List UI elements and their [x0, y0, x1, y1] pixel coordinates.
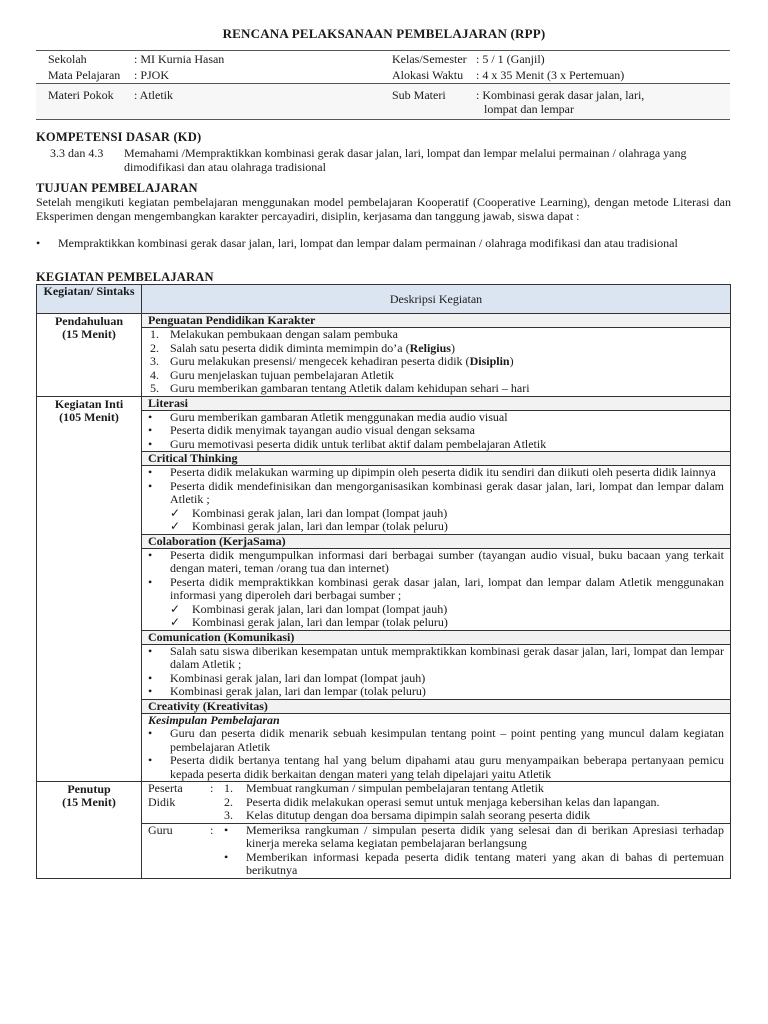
checkmark-icon: ✓ — [170, 601, 181, 616]
sekolah-label: Sekolah — [36, 51, 134, 68]
mapel-value: : PJOK — [134, 68, 170, 82]
alokasi-value: : 4 x 35 Menit (3 x Pertemuan) — [476, 68, 625, 82]
list-item: 1. Melakukan pembukaan dengan salam pembuka — [150, 327, 398, 341]
kelas-value: : 5 / 1 (Ganjil) — [476, 51, 730, 68]
checkmark-icon: ✓ — [170, 505, 181, 520]
bullet-icon: • — [36, 236, 41, 250]
submateri-value: : Kombinasi gerak dasar jalan, lari, lompat dan lempar — [476, 84, 730, 120]
list-item: 3. Kelas ditutup dengan doa bersama dipimpin salah seorang peserta didik — [224, 808, 591, 822]
bullet-icon: • — [148, 574, 153, 589]
bullet-icon: • — [148, 478, 153, 493]
tujuan-text: Setelah mengikuti kegiatan pembelajaran menggunakan model pembelajaran Kooperatif (Cooperative Learning), dengan metode Literasi dan Eksperimen dengan mengembangkan karakter percayadiri, disiplin, kerjasama dan tanggung jawab, siswa dapat : — [36, 195, 731, 223]
list-item: • Peserta didik mengumpulkan informasi dari berbagai sumber (tayangan audio visual, buku bacaan yang terkait dengan materi, teman /orang tua dan internet) — [148, 547, 724, 575]
sub-ppk: Penguatan Pendidikan Karakter — [142, 314, 731, 328]
list-item: • Peserta didik menyimak tayangan audio visual dengan seksama — [148, 423, 475, 437]
sub-literasi: Literasi — [142, 396, 731, 410]
list-item: • Peserta didik melakukan warming up dipimpin oleh peserta didik itu sendiri dan diikuti oleh peserta didik lainnya — [148, 465, 716, 479]
list-item: 3. Guru melakukan presensi/ mengecek kehadiran peserta didik (Disiplin) — [150, 354, 514, 368]
rpp-page: RENCANA PELAKSANAAN PEMBELAJARAN (RPP) Sekolah : MI Kurnia Hasan Kelas/Semester : 5 / 1 (Ganjil) Mata Pelajaran : PJOK Alokasi Waktu : 4 x 35 Menit (3 x Pertemuan) Materi Pokok : Atletik Sub Materi : Kombinasi gerak dasar jalan, lari, lompat dan lempar KOMPETENSI DASAR (KD) 3.3 dan 4.3 Memahami /Mempraktikkan kombinasi gerak dasar jalan, lari, lompat dan lempar melalui permainan / olahraga yang dimodifikasi dan atau olahraga tradisional TUJUAN PEMBELAJARAN Setelah mengikuti kegiatan pembelajaran menggunakan model pembelajaran Kooperatif (Cooperative Learning), dengan metode Literasi dan Eksperimen dengan mengembangkan karakter percayadiri, disiplin, kerjasama dan tanggung jawab, siswa dapat : • Mempraktikkan kombinasi gerak dasar jalan, lari, lompat dan lempar dalam permainan / olahraga modifikasi dan atau tradisional KEGIATAN PEMBELAJARAN Kegiatan/ Sintaks Deskripsi Kegiatan Pendahuluan (15 Menit) Penguatan Pendidikan Karakter 1. Melakukan pembukaan dengan salam pembuka 2. Salah satu peserta didik diminta memimpin do’a (Religius) 3. Guru melakukan presensi/ mengecek kehadiran peserta didik (Disiplin) 4. Guru menjelaskan tujuan pembelajaran Atletik 5. Guru memberikan gambaran tentang Atletik dalam kehidupan sehari – hari Kegiatan Inti (105 Menit) Literasi • Guru memberikan gambaran Atletik menggunakan media audio visual • Peserta didik menyimak tayangan audio visual dengan seksama • Guru memotivasi peserta didik untuk terlibat aktif dalam pembelajaran Atletik Critical Thinking • Peserta didik melakukan warming up dipimpin oleh peserta didik itu sendiri dan diikuti oleh peserta didik lainnya • Peserta didik mendefinisikan dan mengorganisasikan kombinasi gerak dasar jalan, lari, lompat dan lempar dalam Atletik ; ✓ Kombinasi gerak jalan, lari dan lompat (lompat jauh) ✓ Kombinasi gerak jalan, lari dan lempar (tolak peluru) Colaboration (KerjaSama) • Peserta didik mengumpulkan informasi dari berbagai sumber (tayangan audio visual, buku bacaan yang terkait dengan materi, teman /orang tua dan internet) • Peserta didik mempraktikkan kombinasi gerak dasar jalan, lari, lompat dan lempar dalam Atletik menggunakan informasi yang diperoleh dari berbagai sumber ; ✓ Kombinasi gerak jalan, lari dan lompat (lompat jauh) ✓ Kombinasi gerak jalan, lari dan lempar (tolak peluru) Comunication (Komunikasi) • Salah satu siswa diberikan kesempatan untuk mempraktikkan kombinasi gerak dasar jalan, lari, lompat dan lempar dalam Atletik ; • Kombinasi gerak jalan, lari dan lompat (lompat jauh) • Kombinasi gerak jalan, lari dan lempar (tolak peluru) Creativity (Kreativitas) Kesimpulan Pembelajaran • Guru dan peserta didik menarik sebuah kesimpulan tentang point – point penting yang muncul dalam kegiatan pembelajaran Atletik • Peserta didik bertanya tentang hal yang belum dipahami atau guru menyampaikan beberapa pertanyaan pemicu kepada peserta didik berkaitan dengan materi yang telah dipelajari yaitu Atletik Penutup (15 Menit) Peserta Didik : 1. Membuat rangkuman / simpulan pembelajaran tentang Atletik 2. Peserta didik melakukan operasi semut untuk menjaga kebersihan kelas dan lapangan. 3. Kelas ditutup dengan doa bersama dipimpin salah seorang peserta didik Guru : • Memeriksa rangkuman / simpulan peserta didik yang selesai dan di berikan Apresiasi terhadap kinerja mereka selama kegiatan pembelajaran berlangsung • Memberikan informasi kepada peserta didik tentang materi yang akan di bahas di pertemuan berikutnya — [0, 0, 768, 1024]
critical-list — [142, 466, 731, 535]
colab-list — [142, 548, 731, 630]
checkmark-icon: ✓ — [170, 615, 181, 629]
kesimpulan-heading: Kesimpulan Pembelajaran — [148, 712, 280, 727]
list-item: 2. Salah satu peserta didik diminta memimpin do’a (Religius) — [150, 340, 455, 355]
bullet-icon: • — [148, 547, 153, 562]
list-item: ✓ Kombinasi gerak jalan, lari dan lempar (tolak peluru) — [170, 615, 448, 629]
bullet-icon: • — [148, 409, 153, 424]
list-item: • Peserta didik mendefinisikan dan mengorganisasikan kombinasi gerak dasar jalan, lari, lompat dan lempar dalam Atletik ; — [148, 478, 724, 506]
sub-critical: Critical Thinking — [142, 452, 731, 466]
list-item: • Guru memotivasi peserta didik untuk terlibat aktif dalam pembelajaran Atletik — [148, 436, 547, 451]
list-item: 5. Guru memberikan gambaran tentang Atletik dalam kehidupan sehari – hari — [150, 381, 530, 395]
bullet-icon: • — [148, 436, 153, 451]
kd-text: Memahami /Mempraktikkan kombinasi gerak dasar jalan, lari, lompat dan lempar melalui permainan / olahraga yang dimodifikasi dan atau olahraga tradisional — [124, 146, 687, 174]
list-item: 4. Guru menjelaskan tujuan pembelajaran Atletik — [150, 367, 394, 382]
submateri-label: Sub Materi — [380, 84, 476, 120]
kelas-label: Kelas/Semester — [380, 51, 476, 68]
bullet-icon: • — [148, 643, 153, 658]
list-item: ✓ Kombinasi gerak jalan, lari dan lompat (lompat jauh) — [170, 505, 448, 520]
literasi-list — [142, 410, 731, 452]
alokasi-label: Alokasi Waktu — [392, 68, 464, 82]
penutup-guru: Guru : • Memeriksa rangkuman / simpulan peserta didik yang selesai dan di berikan Apresiasi terhadap kinerja mereka selama kegiatan pembelajaran berlangsung • Memberikan informasi kepada peserta didik tentang materi yang akan di bahas di pertemuan berikutnya — [142, 823, 731, 878]
phase-penutup: Penutup (15 Menit) — [37, 782, 142, 879]
list-item: 2. Peserta didik melakukan operasi semut untuk menjaga kebersihan kelas dan lapangan. — [224, 794, 660, 809]
list-item: • Kombinasi gerak jalan, lari dan lempar (tolak peluru) — [148, 684, 426, 698]
kegiatan-table — [36, 284, 731, 879]
bullet-icon: • — [224, 822, 229, 837]
list-item: • Salah satu siswa diberikan kesempatan untuk mempraktikkan kombinasi gerak dasar jalan, lari, lompat dan lempar dalam Atletik ; — [148, 643, 724, 671]
list-item: • Peserta didik mempraktikkan kombinasi gerak dasar jalan, lari, lompat dan lempar dalam Atletik menggunakan informasi yang diperoleh dari berbagai sumber ; — [148, 574, 724, 602]
bullet-icon: • — [148, 465, 153, 479]
tujuan-heading: TUJUAN PEMBELAJARAN — [36, 181, 198, 195]
checkmark-icon: ✓ — [170, 519, 181, 533]
list-item: • Memberikan informasi kepada peserta didik tentang materi yang akan di bahas di pertemuan berikutnya — [224, 849, 724, 877]
mapel-label: Mata Pelajaran — [48, 68, 121, 82]
list-item: • Memeriksa rangkuman / simpulan peserta didik yang selesai dan di berikan Apresiasi terhadap kinerja mereka selama kegiatan pembelajaran berlangsung — [224, 822, 724, 850]
bullet-icon: • — [148, 423, 153, 437]
bullet-icon: • — [148, 670, 153, 685]
materi-label: Materi Pokok — [36, 84, 134, 120]
bullet-icon: • — [148, 753, 153, 767]
sub-creat: Creativity (Kreativitas) — [142, 699, 731, 713]
bullet-icon: • — [148, 684, 153, 698]
document-title: RENCANA PELAKSANAAN PEMBELAJARAN (RPP) — [222, 26, 546, 41]
pendahuluan-list — [142, 328, 731, 397]
col-header-sintaks: Kegiatan/ Sintaks — [37, 285, 142, 314]
materi-value: : Atletik — [134, 84, 380, 120]
sub-comm: Comunication (Komunikasi) — [142, 630, 731, 644]
comm-list — [142, 644, 731, 699]
list-item: • Kombinasi gerak jalan, lari dan lompat (lompat jauh) — [148, 670, 426, 685]
sub-colab: Colaboration (KerjaSama) — [142, 534, 731, 548]
list-item: ✓ Kombinasi gerak jalan, lari dan lempar (tolak peluru) — [170, 519, 448, 533]
kegiatan-heading: KEGIATAN PEMBELAJARAN — [36, 270, 214, 284]
col-header-deskripsi: Deskripsi Kegiatan — [142, 285, 731, 314]
list-item: • Guru dan peserta didik menarik sebuah kesimpulan tentang point – point penting yang muncul dalam kegiatan pembelajaran Atletik — [148, 726, 724, 754]
bullet-icon: • — [148, 726, 153, 740]
list-item: • Peserta didik bertanya tentang hal yang belum dipahami atau guru menyampaikan beberapa pertanyaan pemicu kepada peserta didik berkaitan dengan materi yang telah dipelajari yaitu Atletik — [148, 753, 724, 781]
list-item: • Guru memberikan gambaran Atletik menggunakan media audio visual — [148, 409, 508, 424]
sekolah-value: : MI Kurnia Hasan — [134, 51, 380, 68]
info-table — [36, 50, 730, 120]
phase-inti: Kegiatan Inti (105 Menit) — [37, 396, 142, 782]
creat-list — [142, 713, 731, 782]
bullet-icon: • — [224, 849, 229, 864]
list-item: ✓ Kombinasi gerak jalan, lari dan lompat (lompat jauh) — [170, 601, 448, 616]
list-item: 1. Membuat rangkuman / simpulan pembelajaran tentang Atletik — [224, 781, 544, 795]
kd-heading: KOMPETENSI DASAR (KD) — [36, 130, 202, 144]
penutup-peserta: Peserta Didik : 1. Membuat rangkuman / simpulan pembelajaran tentang Atletik 2. Peserta didik melakukan operasi semut untuk menjaga kebersihan kelas dan lapangan. 3. Kelas ditutup dengan doa bersama dipimpin salah seorang peserta didik — [142, 782, 731, 824]
kd-code: 3.3 dan 4.3 — [50, 146, 104, 160]
phase-pendahuluan: Pendahuluan (15 Menit) — [37, 314, 142, 397]
